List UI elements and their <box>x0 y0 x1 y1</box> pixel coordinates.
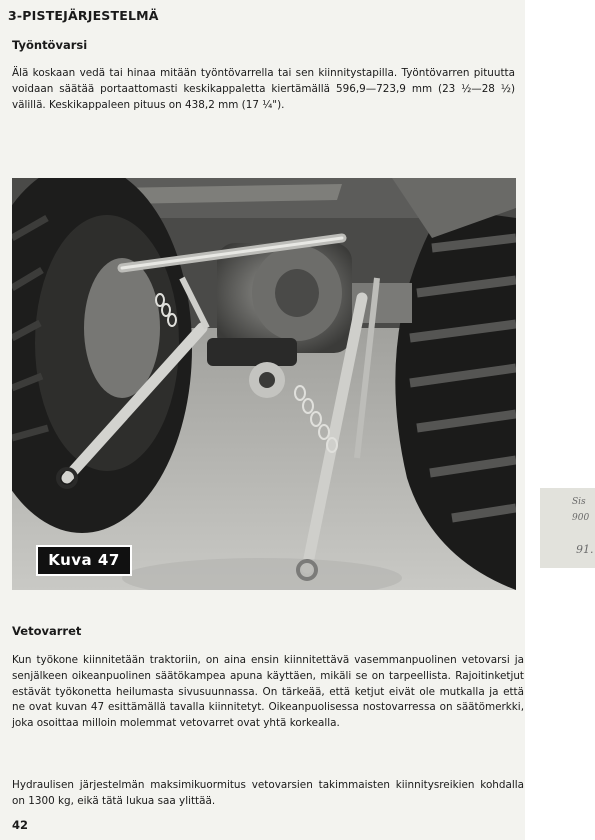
figure-caption: Kuva 47 <box>36 545 132 576</box>
section-title: 3-PISTEJÄRJESTELMÄ <box>8 8 159 23</box>
margin-note: 900 <box>572 513 590 523</box>
margin-tab <box>540 488 595 568</box>
push-arm-paragraph: Älä koskaan vedä tai hinaa mitään työntövarrella tai sen kiinnitystapilla. Työntövarren pituutta voidaan säätää portaattomasti keskikappaletta kiertämällä 596,9—723,9 mm (23 ½—28 ½) välillä. Keskikappaleen pituus on 438,2 mm (17 ¼"). <box>12 67 515 111</box>
draw-arms-paragraph-2: Hydraulisen järjestelmän maksimikuormitus vetovarsien takimmaisten kiinnitysreikien kohdalla on 1300 kg, eikä tätä lukua saa ylittää. <box>12 779 524 807</box>
draw-arms-paragraph: Kun työkone kiinnitetään traktoriin, on aina ensin kiinnitettävä vasemmanpuolinen vetovarsi ja senjälkeen oikeanpuolinen säätökampea apuna käyttäen, mikäli se on tarpeellista. Rajoitinketjut estävät työkonetta heilumasta sivusuunnassa. On tärkeää, että ketjut eivät ole mutkalla ja että ne ovat kuvan 47 esittämällä tavalla kiinnitetyt. Oikeanpuolisessa nostovarressa on säätömerkki, joka osoittaa milloin molemmat vetovarret ovat yhtä korkealla. <box>12 654 524 730</box>
tractor-hitch-illustration <box>12 178 516 590</box>
tractor-hitch-photo <box>12 178 516 590</box>
page-number: 42 <box>12 818 29 832</box>
margin-note: 91. <box>576 543 594 556</box>
adjacent-page-strip <box>525 0 595 840</box>
margin-note: Sis <box>572 497 586 507</box>
draw-arms-heading: Vetovarret <box>12 624 82 638</box>
push-arm-heading: Työntövarsi <box>12 38 88 52</box>
